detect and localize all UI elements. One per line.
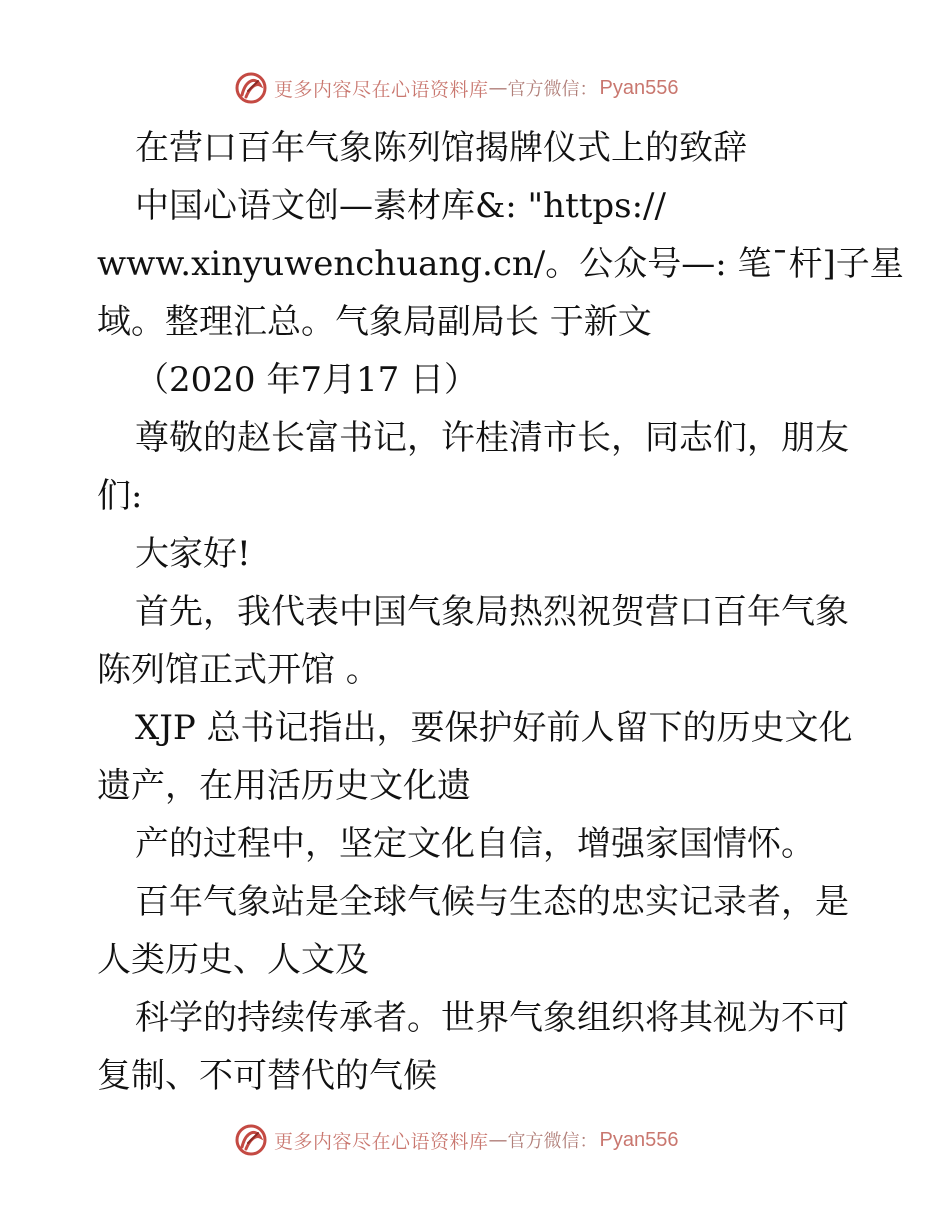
- document-line: 陈列馆正式开馆 。: [97, 650, 380, 690]
- banner-official-label: 官方微信：: [507, 1131, 598, 1152]
- banner-separator: —: [488, 77, 508, 99]
- document-line: 人类历史、人文及: [97, 940, 369, 980]
- banner-main-text: 更多内容尽在心语资料库: [274, 78, 489, 101]
- banner-official-label: 官方微信：: [507, 79, 598, 100]
- banner-main-text: 更多内容尽在心语资料库: [274, 1130, 489, 1153]
- banner-separator: —: [488, 1129, 508, 1151]
- document-line: XJP 总书记指出，要保护好前人留下的历史文化: [135, 708, 853, 748]
- document-line: 科学的持续传承者。世界气象组织将其视为不可: [135, 998, 849, 1038]
- document-line: 复制、不可替代的气候: [97, 1056, 437, 1096]
- document-line: 中国心语文创—素材库&: "https://: [135, 186, 666, 226]
- document-line: 大家好!: [135, 534, 251, 574]
- document-line: 们:: [97, 476, 143, 516]
- document-line: 尊敬的赵长富书记，许桂清市长，同志们，朋友: [135, 418, 849, 458]
- document-line: 首先，我代表中国气象局热烈祝贺营口百年气象: [135, 592, 849, 632]
- document-title: 在营口百年气象陈列馆揭牌仪式上的致辞: [135, 128, 747, 168]
- document-line: 域。整理汇总。气象局副局长 于新文: [97, 302, 652, 342]
- document-line: 产的过程中，坚定文化自信，增强家国情怀。: [135, 824, 815, 864]
- cursive-logo-icon: [234, 1123, 268, 1157]
- document-line: 百年气象站是全球气候与生态的忠实记录者，是: [135, 882, 849, 922]
- banner-wechat-id: Pyan556: [599, 76, 679, 99]
- banner-wechat-id: Pyan556: [599, 1128, 679, 1151]
- document-date: （2020 年7月17 日）: [135, 360, 479, 400]
- footer-watermark-banner: [0, 1118, 950, 1162]
- document-line: 遗产，在用活历史文化遗: [97, 766, 471, 806]
- document-line: www.xinyuwenchuang.cn/。公众号—: 笔¯杆]子星: [97, 244, 904, 284]
